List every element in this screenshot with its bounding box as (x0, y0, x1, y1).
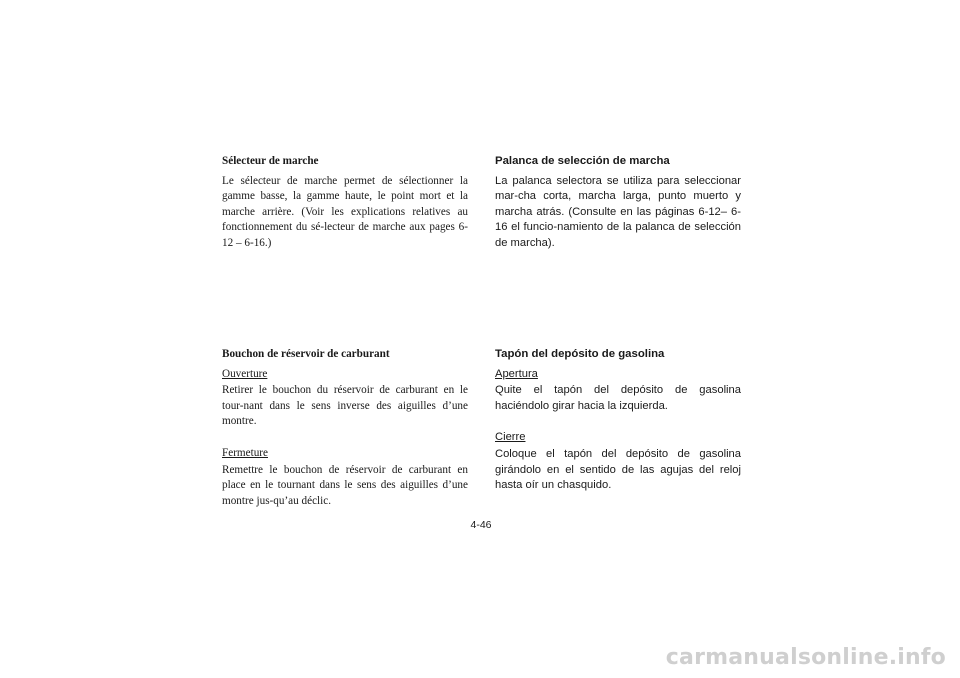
es-gear-selector-body: La palanca selectora se utiliza para seleccionar mar-cha corta, marcha larga, punto muerto y marcha atrás. (Consulte en las páginas 6-12– 6-16 el funcio-namiento de la palanca de selección de marcha). (495, 174, 741, 249)
es-fuel-cap-title: Tapón del depósito de gasolina (495, 348, 665, 360)
es-open-label: Apertura (495, 367, 538, 380)
page-number: 4-46 (470, 519, 492, 531)
es-open-body: Quite el tapón del depósito de gasolina haciéndolo girar hacia la izquierda. (495, 384, 741, 412)
fr-fuel-cap-title: Bouchon de réservoir de carburant (222, 348, 390, 360)
fr-gear-selector-title: Sélecteur de marche (222, 155, 319, 167)
fr-open-body: Retirer le bouchon du réservoir de carburant en le tour-nant dans le sens inverse des aiguilles d’une montre. (222, 384, 468, 428)
es-spacer (495, 414, 741, 430)
fr-fuel-cap-section (222, 347, 468, 509)
es-gear-selector-section (495, 154, 741, 252)
fr-gear-selector-body: Le sélecteur de marche permet de sélectionner la gamme basse, la gamme haute, le point mort et la marche arrière. (Voir les explications relatives au fonctionnement du sé-lecteur de marche aux pages 6-12 – 6-16.) (222, 174, 468, 249)
es-gear-selector-title: Palanca de selección de marcha (495, 155, 670, 167)
fr-close-body: Remettre le bouchon de réservoir de carburant en place en le tournant dans le sens des aiguilles d’une montre jus-qu’au déclic. (222, 463, 468, 507)
watermark: carmanualsonline.info (665, 645, 946, 670)
fr-gear-selector-section (222, 154, 468, 252)
fr-close-label: Fermeture (222, 446, 268, 459)
fr-open-label: Ouverture (222, 367, 268, 380)
es-close-body: Coloque el tapón del depósito de gasolina girándolo en el sentido de las agujas del reloj hasta oír un chasquido. (495, 447, 741, 492)
fr-spacer (222, 430, 468, 446)
es-close-label: Cierre (495, 431, 526, 444)
es-fuel-cap-section (495, 347, 741, 494)
